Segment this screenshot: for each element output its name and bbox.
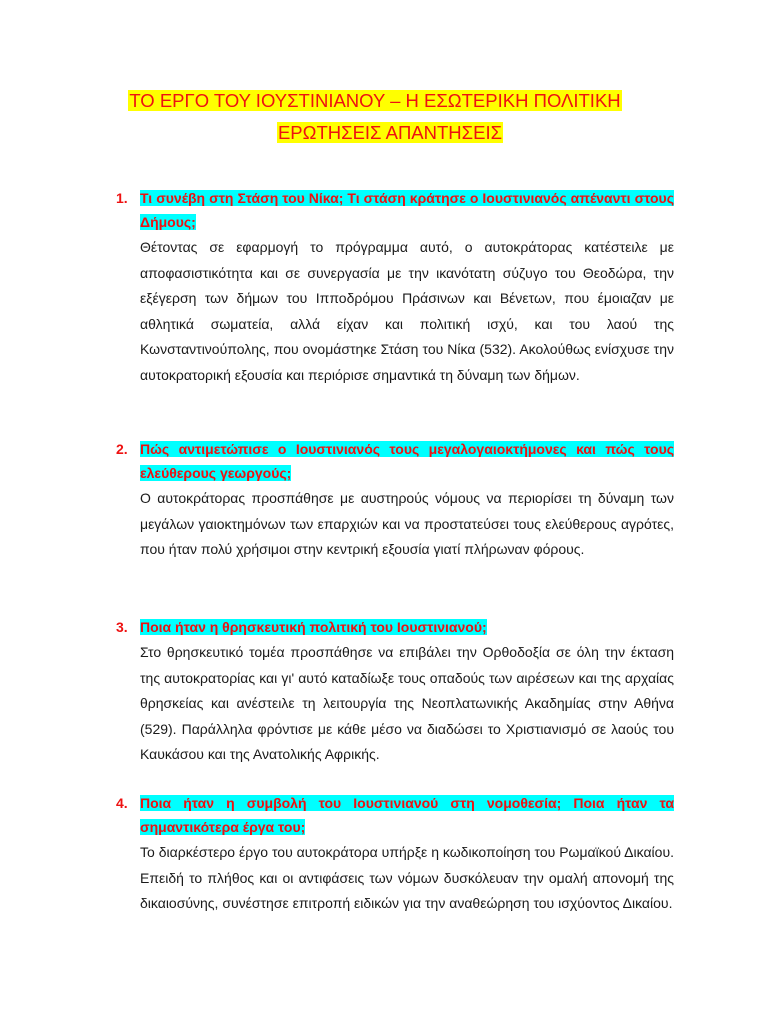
question-item-1 (116, 186, 674, 388)
question-text (140, 791, 674, 839)
question-highlight: Πώς αντιμετώπισε ο Ιουστινιανός τους μεγαλογαιοκτήμονες και πώς τους ελεύθερους γεωργούς; (140, 441, 674, 481)
question-text (140, 615, 674, 639)
answer-text: Στο θρησκευτικό τομέα προσπάθησε να επιβάλει την Ορθοδοξία σε όλη την έκταση της αυτοκρατορίας και γι' αυτό καταδίωξε τους οπαδούς των αιρέσεων και της αρχαίας θρησκείας και ανέστειλε τη λειτουργία της Νεοπλατωνικής Ακαδημίας στην Αθήνα (529). Παράλληλα φρόντισε με κάθε μέσο να διαδώσει το Χριστιανισμό σε λαούς του Καυκάσου και της Ανατολικής Αφρικής. (140, 644, 674, 762)
answer-text: Το διαρκέστερο έργο του αυτοκράτορα υπήρξε η κωδικοποίηση του Ρωμαϊκού Δικαίου. Επειδή το πλήθος και οι αντιφάσεις των νόμων δυσκόλευαν την ομαλή απονομή της δικαιοσύνης, συνέστησε επιτροπή ειδικών για την αναθεώρηση του ισχύοντος Δικαίου. (140, 844, 674, 911)
question-text (140, 186, 674, 234)
question-highlight: Τι συνέβη στη Στάση του Νίκα; Τι στάση κράτησε ο Ιουστινιανός απέναντι στους Δήμους; (140, 190, 674, 230)
document-subtitle (6, 121, 768, 145)
question-item-4 (116, 791, 674, 917)
document-title-text: ΤΟ ΕΡΓΟ ΤΟΥ ΙΟΥΣΤΙΝΙΑΝΟΥ – Η ΕΣΩΤΕΡΙΚΗ ΠΟΛΙΤΙΚΗ (129, 90, 621, 111)
question-number: 4. (116, 795, 128, 811)
question-highlight: Ποια ήταν η θρησκευτική πολιτική του Ιουστινιανού; (140, 619, 487, 635)
question-number: 1. (116, 190, 128, 206)
document-title (0, 89, 759, 113)
answer-text: Θέτοντας σε εφαρμογή το πρόγραμμα αυτό, ο αυτοκράτορας κατέστειλε με αποφασιστικότητα και σε συνεργασία με την ικανότατη σύζυγο του Θεοδώρα, την εξέγερση των δήμων του Ιπποδρόμου Πράσινων και Βένετων, που έμοιαζαν με αθλητικά σωματεία, αλλά είχαν και πολιτική ισχύ, και του λαού της Κωνσταντινούπολης, που ονομάστηκε Στάση του Νίκα (532). Ακολούθως ενίσχυσε την αυτοκρατορική εξουσία και περιόρισε σημαντικά τη δύναμη των δήμων. (140, 239, 674, 383)
document-subtitle-text: ΕΡΩΤΗΣΕΙΣ ΑΠΑΝΤΗΣΕΙΣ (277, 122, 503, 143)
question-item-3 (116, 615, 674, 768)
answer-text: Ο αυτοκράτορας προσπάθησε με αυστηρούς νόμους να περιορίσει τη δύναμη των μεγάλων γαιοκτημόνων των επαρχιών και να προστατεύσει τους ελεύθερους αγρότες, που ήταν πολύ χρήσιμοι στην κεντρική εξουσία γιατί πλήρωναν φόρους. (140, 490, 674, 557)
question-text (140, 437, 674, 485)
question-highlight: Ποια ήταν η συμβολή του Ιουστινιανού στη νομοθεσία; Ποια ήταν τα σημαντικότερα έργα του; (140, 795, 674, 835)
question-number: 2. (116, 441, 128, 457)
question-item-2 (116, 437, 674, 563)
question-number: 3. (116, 619, 128, 635)
